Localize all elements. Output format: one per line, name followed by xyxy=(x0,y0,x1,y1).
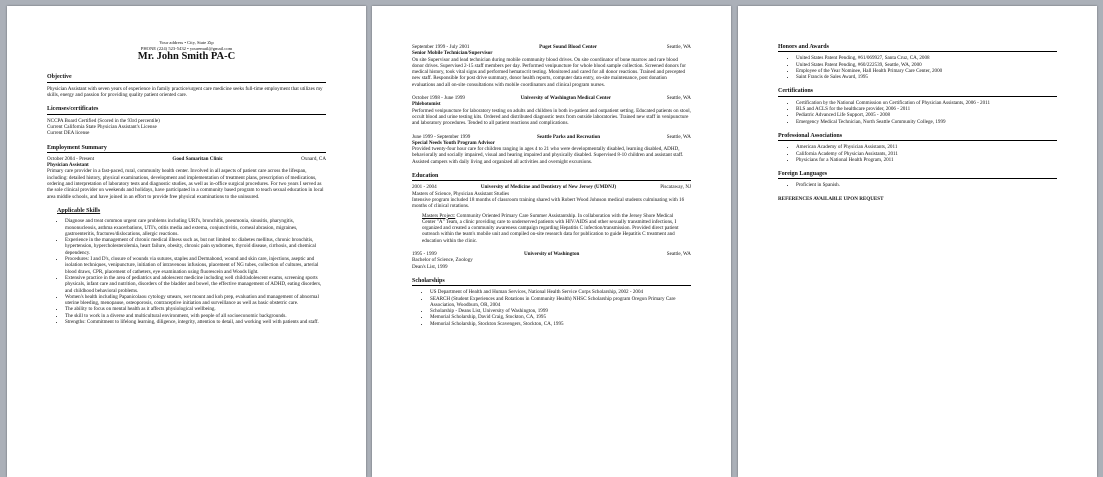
scholarships-heading: Scholarships xyxy=(412,278,691,286)
edu-degree: Masters of Science, Physician Assistant Studies xyxy=(412,190,510,197)
scholarship-item: • SEARCH (Student Experiences and Rotations in Community Health) NHSC Scholarship program Oregon Primary Care Association, Woodburn, OR, 2004 xyxy=(430,296,691,309)
association-item: • American Academy of Physician Assistants, 2011 xyxy=(796,144,1057,150)
job-title: Special Needs Youth Program Advisor xyxy=(412,139,495,146)
references-note: REFERENCES AVAILABLE UPON REQUEST xyxy=(778,195,884,202)
job-dates: September 1999 - July 2001 xyxy=(412,44,470,50)
languages-heading: Foreign Languages xyxy=(778,171,1057,179)
job-dates: October 2004 - Present xyxy=(47,155,95,162)
honor-item: • Saint Francis de Sales Award, 1995 xyxy=(796,74,1057,80)
skill-item: • Experience in the management of chronic medical illness such as, but not limited to: diabetes mellitus, chronic bronchitis, hypertension, hypercholesterolemia, heart failure, obesity, chronic pain syndromes, thyroid disease, cirrhosis, and chemical dependency. xyxy=(65,237,326,256)
scholarship-item: • Memorial Scholarship, David Craig, Stockton, CA, 1995 xyxy=(430,314,691,320)
job-description: Performed venipuncture for laboratory testing on adults and children in both in-patient and outpatient setting. Educated patients on stool, occult blood and urine testing kits. Ordered and distributed diagnostic tests from outside laboratories. Trained new staff in venipuncture and laboratory procedures. Tended to all patient reactions and complications. xyxy=(412,107,691,127)
skill-item: • Procedures: I and D's, closure of wounds via sutures, staples and Dermabond, wound and skin care, injections, aseptic and isolation techniques, venipuncture, initiation of intravenous infusions, placement of NG tubes, collection of cultures, arterial blood draws, CPR, placement of catheters, eye examination using fluorescein and Woods light. xyxy=(65,256,326,275)
honor-item: • United States Patent Pending, #61/069927, Santa Cruz, CA, 2008 xyxy=(796,55,1057,61)
honor-item: • Employee of the Year Nominee, Hall Health Primary Care Center, 2000 xyxy=(796,68,1057,74)
candidate-name: Mr. John Smith PA-C xyxy=(137,51,236,63)
certifications-list xyxy=(778,100,1057,125)
licenses-heading: Licenses/certificates xyxy=(47,106,326,114)
job-description: Primary care provider in a fast-paced, rural, community health center. Involved in all aspects of patient care across the lifespan, including: detailed history, physical examinations, development and implementation of treatment plans, prescription of medications, ordering and interpretation of laboratory tests and diagnostic studies, as well as in-office surgical procedures. For two years I served as the sole clinical provider on weekends and holidays, have participated in a community based program to teach sexual education in local area middle schools, and have joined in an effort to provide free physical examinations to the uninsured. xyxy=(47,168,324,200)
job-org: Seattle Parks and Recreation xyxy=(536,133,601,140)
edu-school: University of Medicine and Dentistry of New Jersey (UMDNJ) xyxy=(480,184,617,191)
job-org: Good Samaritan Clinic xyxy=(172,155,223,162)
edu-dates: 1995 - 1999 xyxy=(412,251,437,258)
project-label: Masters Project: xyxy=(422,212,456,219)
job-location: Oxnard, CA xyxy=(301,155,326,162)
address-line: Your address • City, State Zip xyxy=(159,40,214,45)
education-heading: Education xyxy=(412,173,691,181)
certifications-heading: Certifications xyxy=(778,88,1057,96)
scholarship-item: • US Department of Health and Human Services, National Health Service Corps Scholarship, 2002 - 2004 xyxy=(430,289,691,295)
certification-item: • BLS and ACLS for the healthcare provider, 2006 - 2011 xyxy=(796,106,1057,112)
job-description: On site Supervisor and lead technician during mobile community blood drives. On site coordinator of bone marrow and rare blood donor drives. Supervised 2-15 staff members per day. Performed venipuncture for whole blood sample collection. Screened donors for medical history, took vital signs and performed hematocrit testing. Monitored and cared for all donor reactions. Trained and precepted new staff. Responsible for post drive summary, donor health reports, computer data entry, on-site maintenance, post donation evaluations and all on-site consultations with mobile coordinators and clinical program nurses. xyxy=(412,56,686,88)
skill-item: • Strengths: Commitment to lifelong learning, diligence, integrity, attention to detail, and working well with patients and staff. xyxy=(65,319,326,325)
job-dates: October 1998 - June 1999 xyxy=(412,95,465,102)
masters-project xyxy=(422,213,681,244)
resume-page-3 xyxy=(738,6,1097,477)
job-location: Seattle, WA xyxy=(666,133,691,140)
job-description: Provided twenty-four hour care for children ranging in ages 4 to 21 who were developmentally disabled, learning disabled, ADHD, behaviorally and socially impaired, visual and hearing impaired and physically disabled. Supervised 8-10 children and assistant staff. Assisted campers with daily living and organized all activities and overnight excursions. xyxy=(412,146,684,165)
page-content xyxy=(47,40,326,325)
scholarships-list xyxy=(412,289,691,327)
association-item: • California Academy of Physician Assistants, 2011 xyxy=(796,151,1057,157)
resume-page-2 xyxy=(372,6,731,477)
job-title: Physician Assistant xyxy=(47,162,89,169)
project-description: Community Oriented Primary Care Summer Assistantship. In collaboration with the Jersey Shore Medical Center "A" Team, a clinic providing care to underserved patients with HIV/AIDS and other sexually transmitted infections, I organized and created a community awareness campaign regarding Hepatitis C infection/transmission. Provided direct patient outreach within the team's mobile unit and compiled on-site research data for publication to guide Hepatitis C treatment and education within the clinic. xyxy=(422,212,679,244)
skill-item: • Diagnose and treat common urgent care problems including URI's, bronchitis, pneumonia, sinusitis, pharyngitis, mononucleosis, asthma exacerbations, UTI's, otitis media and externa, conjunctivitis, corneal abrasion, migraines, gastroenteritis, fractures/dislocations, allergic reactions. xyxy=(65,218,326,237)
associations-heading: Professional Associations xyxy=(778,133,1057,141)
skill-item: • The ability to focus on mental health as it affects physiological wellbeing. xyxy=(65,306,326,312)
job-location: Seattle, WA xyxy=(666,44,691,50)
edu-honor: Dean's List, 1999 xyxy=(412,263,448,270)
objective-text: Physician Assistant with seven years of experience in family practice/urgent care medicine seeks full-time employment that utilizes my skills, energy and passion for providing quality patient oriented care. xyxy=(47,85,323,99)
skill-item: • Women's health including Papanicolaou cytology smears, wet mount and koh prep, evaluation and management of abnormal uterine bleeding, menopause, osteoporosis, contraceptive initiation and surveillance as well as basic obstetric care. xyxy=(65,294,326,307)
edu-dates: 2001 - 2004 xyxy=(412,184,437,191)
page-content xyxy=(778,44,1057,202)
certification-item: • Pediatric Advanced Life Support, 2005 - 2008 xyxy=(796,112,1057,118)
license-item: Current DEA license xyxy=(47,130,90,137)
skills-list xyxy=(47,218,326,325)
license-item: NCCPA Board Certified (Scored in the 93rd percentile) xyxy=(47,117,160,124)
honor-item: • United States Patent Pending, #60/222539, Seattle, WA, 2000 xyxy=(796,62,1057,68)
objective-heading: Objective xyxy=(47,74,326,82)
certification-item: • Emergency Medical Technician, North Seattle Community College, 1999 xyxy=(796,119,1057,125)
edu-degree: Bachelor of Science, Zoology xyxy=(412,257,473,264)
job-title: Phlebotomist xyxy=(412,101,441,108)
page-content xyxy=(412,44,691,327)
employment-heading: Employment Summary xyxy=(47,145,326,153)
job-org: Puget Sound Blood Center xyxy=(539,44,598,50)
job-org: University of Washington Medical Center xyxy=(520,95,612,102)
license-item: Current California State Physician Assistant's License xyxy=(47,123,157,130)
job-title: Senior Mobile Technician/Supervisor xyxy=(412,50,493,57)
skills-heading: Applicable Skills xyxy=(57,207,101,214)
scholarship-item: • Scholarship - Deans List, University of Washington, 1999 xyxy=(430,308,691,314)
job-location: Seattle, WA xyxy=(666,95,691,102)
skill-item: • Extensive practice in the area of pediatrics and adolescent medicine including well child/adolescent exams, screening sports physicals, infant care and nutrition, disorders of the bladder and bowel, the effective management of ADHD, eating disorders, and childhood behavioral problems. xyxy=(65,275,326,294)
association-item: • Physicians for a National Health Program, 2011 xyxy=(796,157,1057,163)
certification-item: • Certification by the National Commission on Certification of Physician Assistants, 2006 - 2011 xyxy=(796,100,1057,106)
edu-location: Piscataway, NJ xyxy=(660,184,691,191)
edu-school: University of Washington xyxy=(523,251,580,258)
edu-location: Seattle, WA xyxy=(666,251,691,258)
honors-list xyxy=(778,55,1057,80)
edu-description: Intensive program included 18 months of classroom training shared with Robert Wood Johnson medical students culminating with 16 months of clinical rotations. xyxy=(412,196,685,210)
honors-heading: Honors and Awards xyxy=(778,44,1057,52)
language-item: • Proficient in Spanish. xyxy=(796,182,1057,188)
job-dates: June 1999 - September 1999 xyxy=(412,133,471,140)
skill-item: • The skill to work in a diverse and multicultural environment, with people of all socioeconomic backgrounds. xyxy=(65,313,326,319)
associations-list xyxy=(778,144,1057,163)
contact-line: PHONE (224) 523-5432 • youremail@gmail.com xyxy=(140,45,233,51)
scholarship-item: • Memorial Scholarship, Stockton Scavengers, Stockton, CA, 1995 xyxy=(430,321,691,327)
resume-page-1 xyxy=(7,6,366,477)
